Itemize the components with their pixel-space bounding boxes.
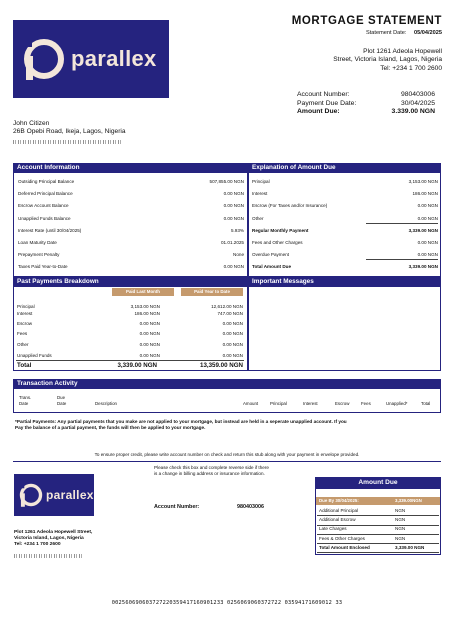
account-info-row-label: Deferred Principal Balance	[18, 191, 73, 197]
explanation-title: Explanation of Amount Due	[248, 163, 441, 173]
explanation-row-label: Escrow (For Taxes and/or Insurance)	[252, 203, 328, 209]
amount-due-label: Amount Due:	[297, 108, 340, 116]
col-trans: Trans.	[19, 395, 32, 400]
account-info-row-value: None	[233, 252, 244, 258]
address-line-1: Plot 1261 Adeola Hopewell	[363, 48, 442, 55]
stub-amount-row-label: Additional Escrow	[319, 517, 356, 523]
past-payment-row-value: 0.00 NGN	[222, 353, 243, 358]
stub-amount-due-title: Amount Due	[315, 477, 441, 489]
paid-last-month-header: Paid Last Month	[112, 288, 174, 296]
important-messages-title: Important Messages	[248, 277, 441, 287]
explanation-row-label: Overdue Payment	[252, 252, 290, 258]
past-payment-row-last: 0.00 NGN	[139, 331, 160, 336]
stub-due-by-value: 3,339.00NGN	[395, 498, 422, 503]
company-address	[333, 48, 442, 73]
address-barcode	[13, 140, 123, 144]
past-total-last: 3,339.00 NGN	[117, 362, 157, 369]
account-number-label: Account Number:	[297, 91, 350, 98]
account-info-row-value: 0.00 NGN	[223, 264, 244, 270]
stub-amount-row-label: Late Charges	[319, 526, 347, 532]
page-title: MORTGAGE STATEMENT	[291, 15, 442, 27]
partial-note-line-2: Pay the balance of a partial payment, the funds will then be applied to your mortgage.	[15, 425, 206, 430]
stub-amount-row-label: Total Amount Enclosed	[319, 544, 370, 550]
due-date-label: Payment Due Date:	[297, 99, 357, 107]
statement-date	[366, 30, 442, 36]
stub-row-divider	[317, 525, 439, 526]
col-interest: Interest	[303, 401, 318, 406]
stub-barcode	[14, 554, 84, 558]
customer-name: John Citizen	[13, 120, 50, 127]
col-escrow: Escrow	[335, 401, 350, 406]
important-messages-panel	[248, 277, 441, 371]
stub-row-divider	[317, 543, 439, 544]
account-information-title: Account Information	[13, 163, 248, 173]
past-payment-row-label: Principal	[17, 304, 35, 309]
paid-ytd-header: Paid Year to Date	[181, 288, 243, 296]
stub-amount-row-label: Additional Principal	[319, 508, 359, 513]
explanation-row-value: 0.00 NGN	[417, 252, 438, 258]
col-due: Due	[57, 395, 66, 400]
stub-due-by-row	[316, 497, 440, 505]
explanation-row-label: Fees and Other Charges	[252, 240, 303, 245]
stub-parallex-logo-icon	[17, 481, 45, 509]
col-total: Total	[421, 401, 431, 406]
transaction-title: Transaction Activity	[13, 379, 441, 389]
micr-line: 002560690603727220359417160901233 0256069060372722 03594171609012 33	[111, 600, 343, 606]
company-logo	[13, 20, 169, 98]
account-summary	[297, 91, 435, 117]
past-payment-row-label: Interest	[17, 311, 33, 316]
parallex-logo-icon	[19, 34, 69, 84]
stub-instruction: To ensure proper credit, please write account number on check and return this stub along with your payment in envelope provided.	[94, 452, 360, 457]
customer-address: 26B Opebi Road, Ikeja, Lagos, Nigeria	[13, 128, 126, 136]
stub-address-line-2: Victoria Island, Lagos, Nigeria	[14, 536, 84, 541]
col-description: Description	[95, 401, 117, 406]
past-payment-row-label: Other	[17, 342, 29, 347]
billing-line-1: Please check this box and complete reverse side if there	[154, 465, 269, 470]
account-info-row-label: Outsiding Principal Balance	[18, 179, 75, 184]
col-unapplied: Unapplied*	[386, 401, 408, 406]
stub-logo-wordmark: parallex	[46, 488, 94, 502]
stub-amount-row-value: NGN	[395, 526, 406, 532]
stub-tel: Tel: +234 1 700 2600	[14, 542, 61, 547]
transaction-columns	[13, 395, 441, 411]
address-line-2: Street, Victoria Island, Lagos, Nigeria	[333, 56, 442, 64]
account-info-row-value: 0.00 NGN	[223, 215, 244, 221]
stub-amount-row-value: NGN	[395, 535, 406, 541]
billing-line-2: is a change in billing address or insurance information.	[154, 471, 265, 476]
past-payment-row-label: Unapplied Funds	[17, 353, 52, 358]
account-info-row-value: 507,855.00 NGN	[209, 179, 244, 184]
amount-due-value: 3.339.00 NGN	[391, 108, 435, 116]
past-payments-title: Past Payments Breakdown	[13, 277, 248, 287]
past-payment-row-last: 0.00 NGN	[139, 321, 160, 326]
past-payment-row-last: 3,153.00 NGN	[130, 304, 160, 309]
past-payment-row-last: 0.00 NGN	[139, 353, 160, 358]
explanation-row-value: 3,153.00 NGN	[408, 179, 438, 184]
stub-row-divider	[317, 552, 439, 553]
statement-date-label: Statement Date:	[366, 30, 407, 36]
explanation-row-value: 0.00 NGN	[417, 215, 438, 221]
account-info-row-label: Taxes Paid Year-to-Date	[18, 264, 68, 270]
col-due-date: Date	[57, 401, 67, 406]
account-info-row-label: Prepayment Penalty	[18, 252, 60, 258]
stub-account-number	[154, 504, 264, 510]
past-payment-row-label: Fees	[17, 331, 28, 336]
account-info-row-value: 0.00 NGN	[223, 191, 244, 197]
explanation-row-label: Interest	[252, 191, 268, 197]
account-info-row-value: 5.93%	[230, 227, 244, 233]
stub-due-by-label: Due By 30/04/2025:	[319, 498, 359, 503]
past-total-label: Total	[17, 362, 32, 369]
past-total-divider	[16, 360, 244, 361]
stub-account-number-value: 980403006	[237, 504, 264, 510]
col-amount: Amount	[243, 401, 259, 406]
billing-change-note	[154, 465, 269, 477]
past-payment-row-value: 0.00 NGN	[222, 331, 243, 336]
explanation-subtotal-divider	[366, 223, 438, 224]
statement-date-value: 05/04/2025	[414, 30, 442, 36]
stub-account-number-label: Account Number:	[154, 504, 200, 510]
explanation-row-label: Other	[252, 215, 264, 221]
account-info-row-label: Escrow Account Balance	[18, 203, 69, 209]
explanation-row-value: 3,339.00 NGN	[408, 227, 438, 233]
due-date-value: 30/04/2025	[400, 99, 435, 107]
stub-amount-row-value: NGN	[395, 517, 406, 523]
stub-address-line-1: Plot 1261 Adeola Hopewell Street,	[14, 530, 93, 535]
explanation-row-value: 3,339.00 NGN	[408, 264, 438, 270]
stub-logo	[14, 474, 94, 516]
past-payment-row-value: 0.00 NGN	[222, 321, 243, 326]
explanation-row-value: 0.00 NGN	[417, 240, 438, 245]
stub-address	[14, 530, 92, 548]
explanation-row-value: 0.00 NGN	[417, 203, 438, 209]
past-payment-row-last: 186.00 NGN	[134, 311, 160, 316]
account-number-value: 980403006	[400, 91, 435, 98]
past-payment-row-value: 12,612.00 NGN	[211, 304, 243, 309]
logo-wordmark: parallex	[71, 46, 157, 71]
company-tel: Tel: +234 1 700 2600	[380, 64, 442, 72]
explanation-row-label: Total Amount Due	[252, 264, 292, 270]
account-info-row-value: 0.00 NGN	[223, 203, 244, 209]
col-fees: Fees	[361, 401, 371, 406]
account-info-row-label: Loan Maturity Date	[18, 240, 57, 245]
explanation-row-value: 186.00 NGN	[412, 191, 438, 197]
partial-payment-note	[15, 419, 441, 431]
explanation-row-label: Regular Monthly Payment	[252, 227, 309, 233]
partial-note-line-1: *Partial Payments: Any partial payments that you make are not applied to your mortgage, but instead are held in a seperate unapplied account. If you	[15, 419, 347, 424]
stub-amount-row-label: Fees & Other Charges	[319, 535, 365, 541]
past-payment-row-value: 747.00 NGN	[217, 311, 243, 316]
past-total-ytd: 13,359.00 NGN	[200, 362, 243, 369]
account-info-row-label: Interest Rate (until 30/04/2025)	[18, 227, 82, 233]
stub-row-divider	[317, 515, 439, 516]
col-trans-date: Date	[19, 401, 29, 406]
past-payment-row-last: 0.00 NGN	[139, 342, 160, 347]
past-payment-row-value: 0.00 NGN	[222, 342, 243, 347]
stub-row-divider	[317, 534, 439, 535]
account-info-row-label: Unapplied Funds Balance	[18, 215, 71, 221]
stub-amount-row-value: 3,339.00 NGN	[395, 544, 425, 550]
past-payment-row-label: Escrow	[17, 321, 33, 326]
account-info-row-value: 01.01.2025	[221, 240, 244, 245]
col-principal: Principal	[270, 401, 287, 406]
explanation-row-label: Principal	[252, 179, 270, 184]
stub-amount-row-value: NGN	[395, 508, 406, 513]
stub-divider	[13, 461, 441, 462]
explanation-subtotal-divider	[366, 259, 438, 260]
customer-block	[13, 120, 126, 137]
